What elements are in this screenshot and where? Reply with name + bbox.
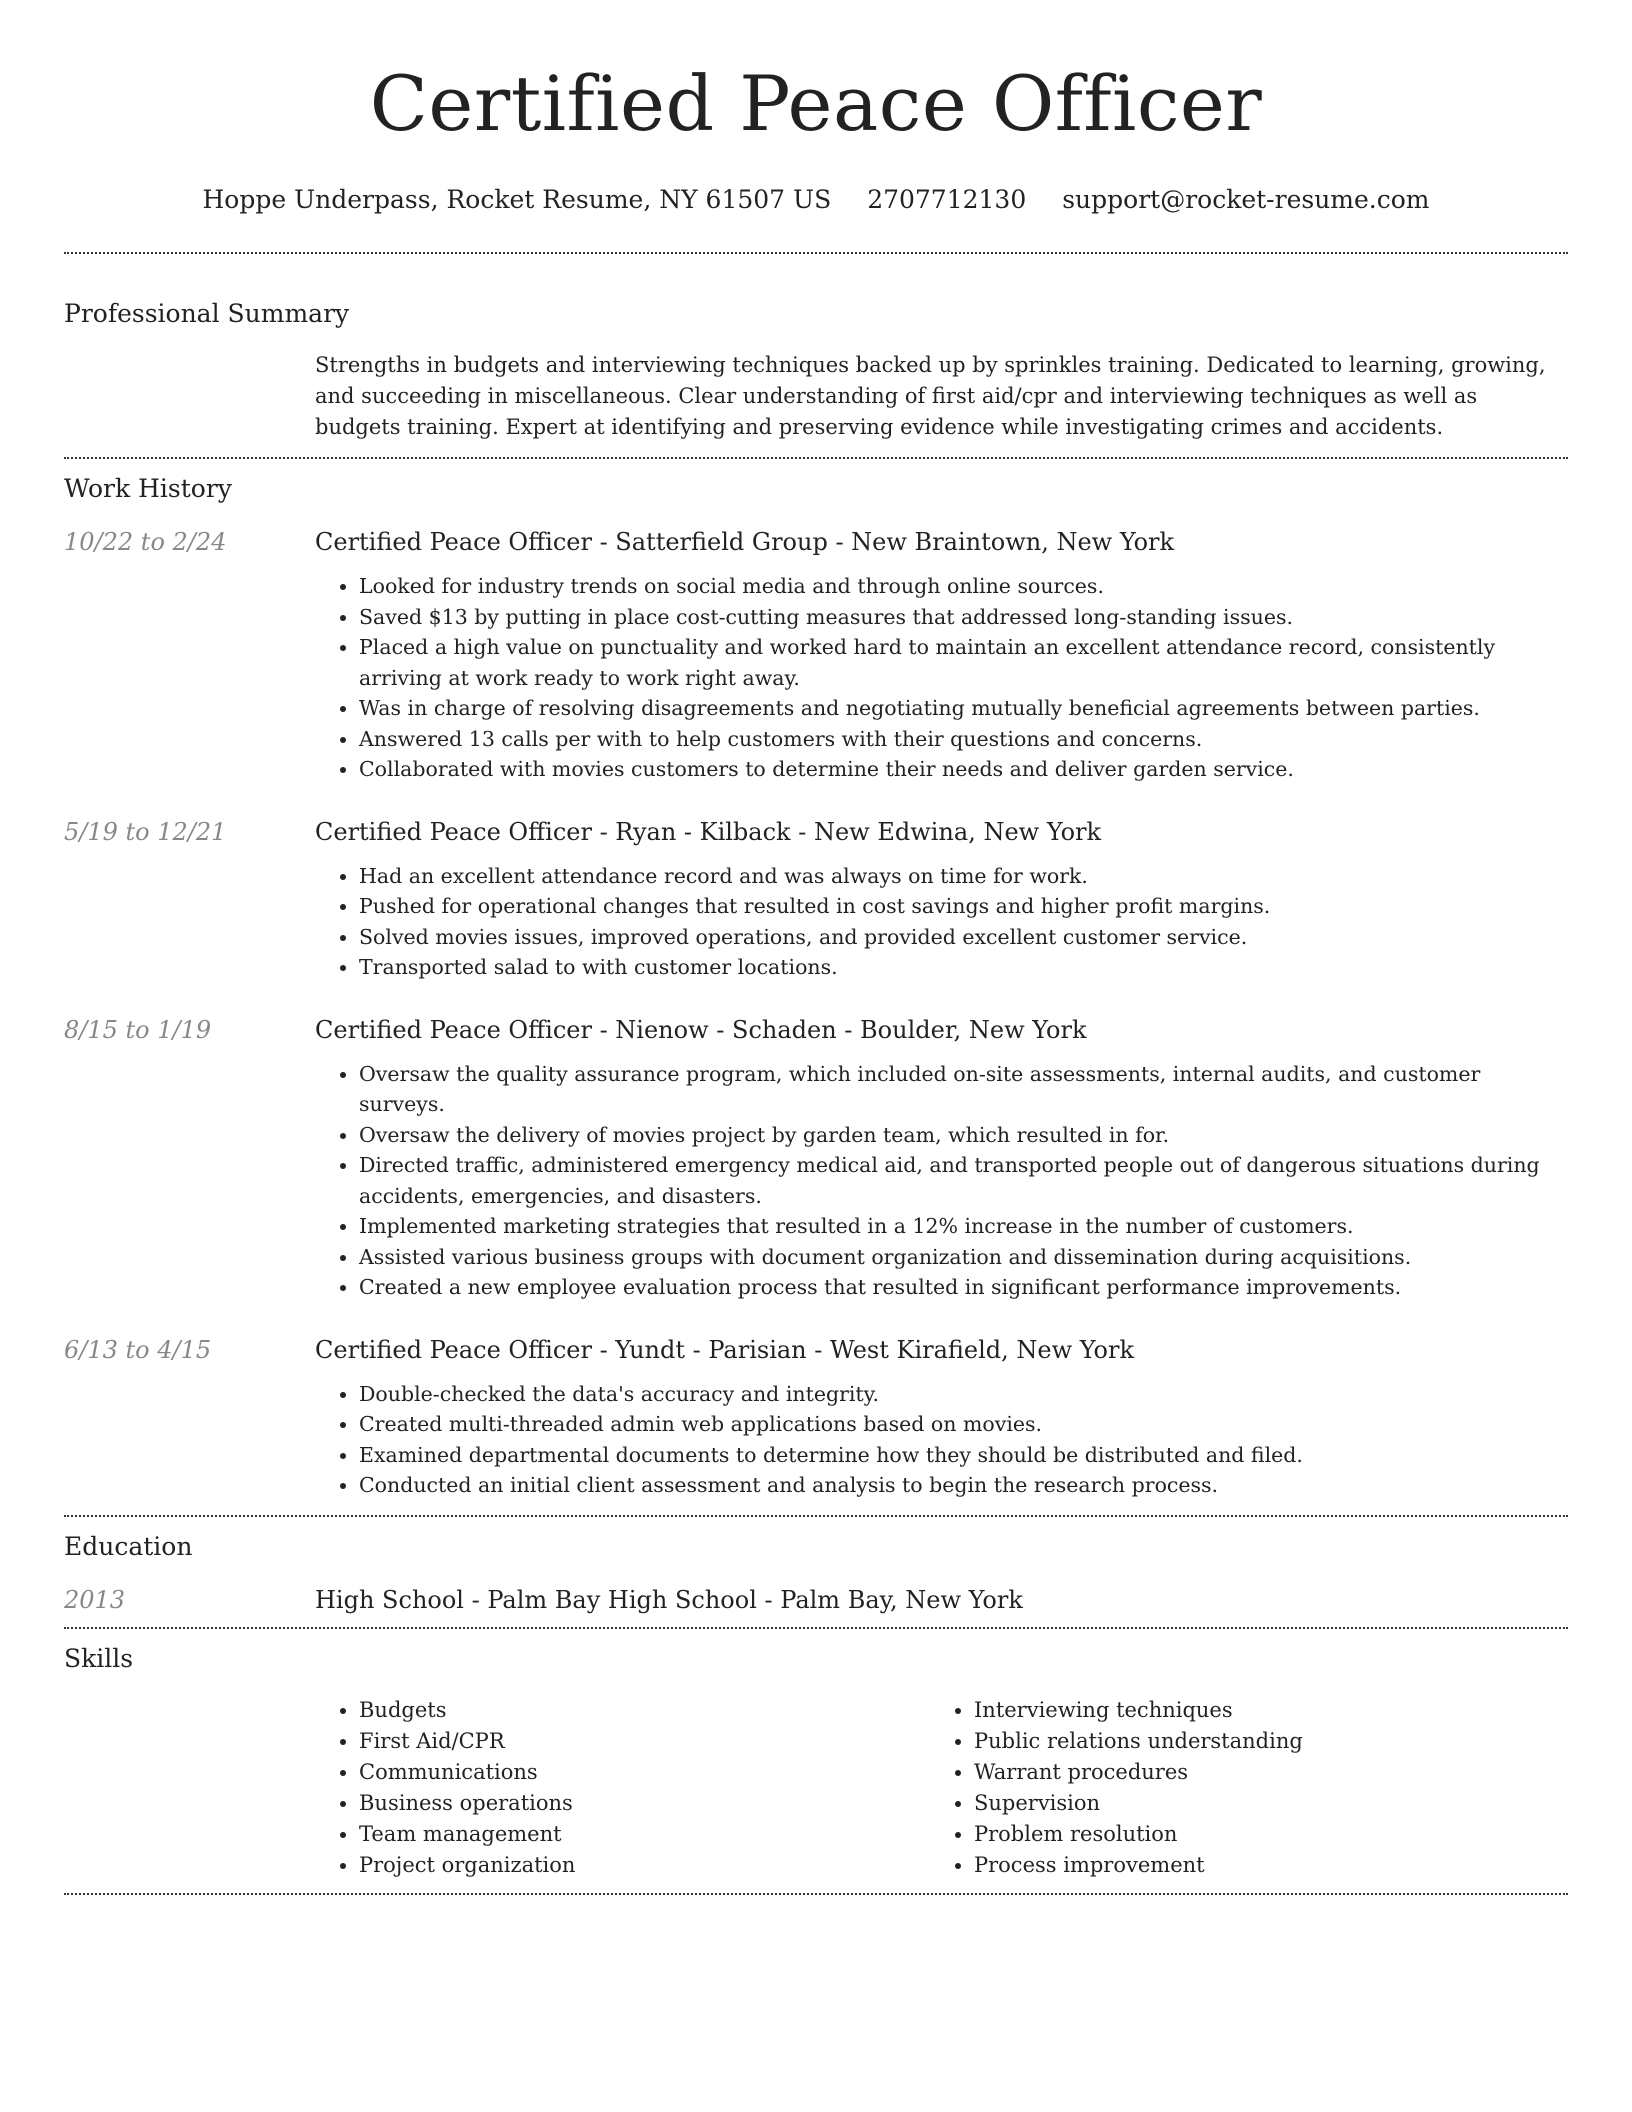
section-title-work: Work History <box>64 474 232 503</box>
skill-item: • Team management <box>359 1819 930 1850</box>
divider <box>64 1893 1568 1895</box>
divider <box>64 1515 1568 1517</box>
education-entry <box>64 1583 1568 1617</box>
list-item: • Created multi-threaded admin web applications based on movies. <box>359 1409 1568 1440</box>
job-entry <box>64 525 1568 785</box>
list-item: • Directed traffic, administered emergency medical aid, and transported people out of dangerous situations during accidents, emergencies, and disasters. <box>359 1150 1568 1211</box>
job-entry <box>64 815 1568 983</box>
job-entry <box>64 1333 1568 1501</box>
job-heading: Certified Peace Officer - Ryan - Kilback - New Edwina, New York <box>315 817 1102 846</box>
list-item: • Created a new employee evaluation process that resulted in significant performance improvements. <box>359 1272 1568 1303</box>
contact-phone: 2707712130 <box>867 185 1027 214</box>
skill-item: • Public relations understanding <box>974 1726 1545 1757</box>
skill-item: • Communications <box>359 1757 930 1788</box>
job-dates: 8/15 to 1/19 <box>64 1015 212 1044</box>
contact-address: Hoppe Underpass, Rocket Resume, NY 61507 US <box>202 185 832 214</box>
job-heading: Certified Peace Officer - Nienow - Schaden - Boulder, New York <box>315 1015 1087 1044</box>
skills-list-left <box>315 1695 930 1881</box>
list-item: • Pushed for operational changes that resulted in cost savings and higher profit margins. <box>359 891 1568 922</box>
list-item: • Answered 13 calls per with to help customers with their questions and concerns. <box>359 724 1568 755</box>
list-item: • Looked for industry trends on social media and through online sources. <box>359 571 1568 602</box>
job-dates: 6/13 to 4/15 <box>64 1335 212 1364</box>
section-title-skills: Skills <box>64 1643 134 1673</box>
job-entry <box>64 1013 1568 1303</box>
list-item: • Double-checked the data's accuracy and integrity. <box>359 1379 1568 1410</box>
list-item: • Solved movies issues, improved operations, and provided excellent customer service. <box>359 922 1568 953</box>
skill-item: • Project organization <box>359 1850 930 1881</box>
list-item: • Transported salad to with customer locations. <box>359 952 1568 983</box>
job-heading: Certified Peace Officer - Satterfield Group - New Braintown, New York <box>315 528 1175 556</box>
skill-item: • Budgets <box>359 1695 930 1726</box>
skill-item: • Interviewing techniques <box>974 1695 1545 1726</box>
list-item: • Oversaw the quality assurance program, which included on-site assessments, internal audits, and customer surveys. <box>359 1059 1568 1120</box>
job-heading: Certified Peace Officer - Yundt - Parisian - West Kirafield, New York <box>315 1335 1134 1364</box>
skill-item: • Supervision <box>974 1788 1545 1819</box>
skill-item: • First Aid/CPR <box>359 1726 930 1757</box>
job-bullets <box>315 571 1568 785</box>
list-item: • Saved $13 by putting in place cost-cutting measures that addressed long-standing issues. <box>359 602 1568 633</box>
job-dates: 10/22 to 2/24 <box>64 528 227 556</box>
list-item: • Assisted various business groups with document organization and dissemination during acquisitions. <box>359 1242 1568 1273</box>
list-item: • Placed a high value on punctuality and worked hard to maintain an excellent attendance record, consistently arriving at work ready to work right away. <box>359 632 1568 693</box>
summary-text: Strengths in budgets and interviewing techniques backed up by sprinkles training. Dedicated to learning, growing, and succeeding in miscellaneous. Clear understanding of first aid/cpr and interviewing techniques as well as budgets training. Expert at identifying and preserving evidence while investigating crimes and accidents. <box>315 353 1546 439</box>
divider <box>64 252 1568 254</box>
list-item: • Oversaw the delivery of movies project by garden team, which resulted in for. <box>359 1120 1568 1151</box>
divider <box>64 1627 1568 1629</box>
skills-list-right <box>930 1695 1545 1881</box>
resume-name: Certified Peace Officer <box>369 59 1263 148</box>
list-item: • Conducted an initial client assessment and analysis to begin the research process. <box>359 1470 1568 1501</box>
education-year: 2013 <box>64 1585 126 1614</box>
divider <box>64 457 1568 459</box>
list-item: • Collaborated with movies customers to determine their needs and deliver garden service. <box>359 754 1568 785</box>
skill-item: • Business operations <box>359 1788 930 1819</box>
list-item: • Examined departmental documents to determine how they should be distributed and filed. <box>359 1440 1568 1471</box>
job-bullets <box>315 1379 1568 1501</box>
summary-row <box>64 350 1568 443</box>
job-bullets <box>315 1059 1568 1303</box>
list-item: • Had an excellent attendance record and was always on time for work. <box>359 861 1568 892</box>
list-item: • Was in charge of resolving disagreements and negotiating mutually beneficial agreements between parties. <box>359 693 1568 724</box>
list-item: • Implemented marketing strategies that resulted in a 12% increase in the number of customers. <box>359 1211 1568 1242</box>
contact-line <box>64 182 1568 218</box>
section-title-education: Education <box>64 1531 193 1561</box>
section-title-summary: Professional Summary <box>64 299 350 328</box>
contact-email: support@rocket-resume.com <box>1062 185 1430 214</box>
skill-item: • Problem resolution <box>974 1819 1545 1850</box>
job-bullets <box>315 861 1568 983</box>
job-dates: 5/19 to 12/21 <box>64 817 227 846</box>
skill-item: • Warrant procedures <box>974 1757 1545 1788</box>
skill-item: • Process improvement <box>974 1850 1545 1881</box>
education-heading: High School - Palm Bay High School - Palm Bay, New York <box>315 1585 1023 1614</box>
skills-row <box>64 1695 1568 1881</box>
